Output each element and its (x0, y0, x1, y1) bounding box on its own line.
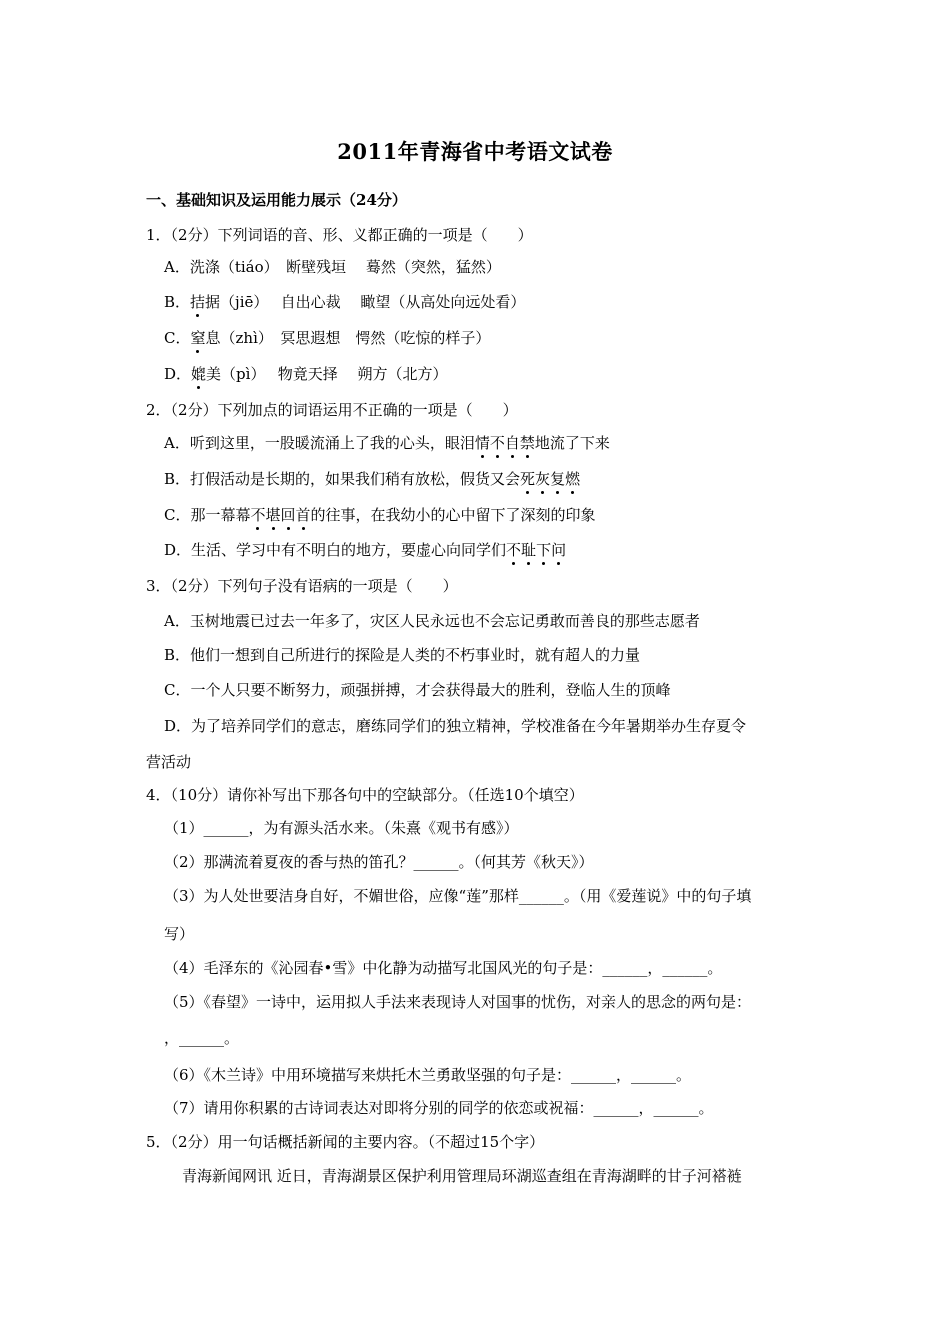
question-3-option-a: A．玉树地震已过去一年多了，灾区人民永远也不会忘记勇敢而善良的那些志愿者 (164, 612, 700, 630)
option-b-text: B．打假活动是长期的，如果我们稍有放松，假货又会 (164, 470, 521, 488)
question-4-item-3-cont: 写） (164, 925, 195, 943)
question-4-item-7: （7）请用你积累的古诗词表达对即将分别的同学的依恋或祝福：______，______。 (164, 1099, 714, 1117)
option-d-text: D．生活、学习中有不明白的地方，要虚心向同学们 (164, 541, 507, 559)
question-2-option-a (164, 433, 834, 453)
question-5-news-text: 青海新闻网讯 近日，青海湖景区保护利用管理局环湖巡查组在青海湖畔的甘子河褡裢 (182, 1167, 742, 1185)
question-1-option-d (164, 364, 834, 384)
question-4-item-4: （4）毛泽东的《沁园春•雪》中化静为动描写北国风光的句子是：______，______。 (164, 959, 723, 977)
dotted-char: 不 (250, 506, 266, 524)
dotted-char: 耻 (521, 541, 537, 559)
dotted-char: 复 (550, 470, 566, 488)
dotted-char: 媲 (191, 365, 207, 383)
question-2-stem: 2．（2分）下列加点的词语运用不正确的一项是（ ） (146, 401, 518, 419)
option-c-text: C．那一幕幕 (164, 506, 251, 524)
dotted-char: 不 (489, 434, 505, 452)
question-3-option-d: D．为了培养同学们的意志，磨练同学们的独立精神，学校准备在今年暑期举办生存夏令 (164, 717, 747, 735)
dotted-char: 问 (551, 541, 567, 559)
exam-title: 2011年青海省中考语文试卷 (337, 139, 613, 164)
question-1-option-c (164, 328, 834, 348)
question-4-item-1: （1）______，为有源头活水来。（朱熹《观书有感》） (164, 819, 519, 837)
option-d-text: 美（pì） 物竟天择 朔方（北方） (206, 365, 448, 383)
dotted-char: 回 (280, 506, 296, 524)
dotted-char: 禁 (519, 434, 535, 452)
question-2-option-d (164, 540, 834, 560)
question-4-stem: 4．（10分）请你补写出下那各句中的空缺部分。（任选10个填空） (146, 786, 584, 804)
question-4-item-3: （3）为人处世要洁身自好，不媚世俗，应像“莲”那样______。（用《爱莲说》中的句子填 (164, 887, 752, 905)
dotted-char: 下 (536, 541, 552, 559)
dotted-char: 燃 (565, 470, 581, 488)
option-a-tail: 地流了下来 (534, 434, 610, 452)
dotted-char: 首 (295, 506, 311, 524)
option-b-text: 据（jiē） 自出心裁 瞰望（从高处向远处看） (205, 293, 526, 311)
dotted-char: 堪 (265, 506, 281, 524)
option-c-tail: 的往事，在我幼小的心中留下了深刻的印象 (310, 506, 596, 524)
question-5-stem: 5．（2分）用一句话概括新闻的主要内容。（不超过15个字） (146, 1133, 545, 1151)
option-c-text: 息（zhì） 冥思遐想 愕然（吃惊的样子） (205, 329, 491, 347)
dotted-char: 窒 (190, 329, 206, 347)
question-3-option-d-cont: 营活动 (146, 753, 192, 771)
dotted-char: 死 (520, 470, 536, 488)
question-4-item-2: （2）那满流着夏夜的香与热的笛孔？______。（何其芳《秋天》） (164, 853, 594, 871)
question-4-item-5-cont: ，______。 (164, 1029, 240, 1047)
question-3-option-c: C．一个人只要不断努力，顽强拼搏，才会获得最大的胜利，登临人生的顶峰 (164, 681, 671, 699)
question-4-item-6: （6）《木兰诗》中用环境描写来烘托木兰勇敢坚强的句子是：______，______。 (164, 1066, 692, 1084)
section-heading: 一、基础知识及运用能力展示（24分） (146, 191, 407, 209)
dotted-char: 不 (506, 541, 522, 559)
dotted-char: 灰 (535, 470, 551, 488)
option-d-prefix: D． (164, 365, 192, 383)
question-3-stem: 3．（2分）下列句子没有语病的一项是（ ） (146, 577, 458, 595)
dotted-char: 自 (504, 434, 520, 452)
question-1-stem: 1．（2分）下列词语的音、形、义都正确的一项是（ ） (146, 226, 533, 244)
question-2-option-c (164, 505, 834, 525)
option-c-prefix: C． (164, 329, 191, 347)
dotted-char: 拮 (190, 293, 206, 311)
question-2-option-b (164, 469, 834, 489)
question-4-item-5: （5）《春望》一诗中，运用拟人手法来表现诗人对国事的忧伤，对亲人的思念的两句是： (164, 993, 752, 1011)
option-b-prefix: B． (164, 293, 191, 311)
question-1-option-a: A．洗涤（tiáo） 断壁残垣 蓦然（突然，猛然） (164, 258, 501, 276)
dotted-char: 情 (474, 434, 490, 452)
option-a-text: A．听到这里，一股暖流涌上了我的心头，眼泪 (164, 434, 475, 452)
question-3-option-b: B．他们一想到自己所进行的探险是人类的不朽事业时，就有超人的力量 (164, 646, 641, 664)
question-1-option-b (164, 292, 834, 312)
